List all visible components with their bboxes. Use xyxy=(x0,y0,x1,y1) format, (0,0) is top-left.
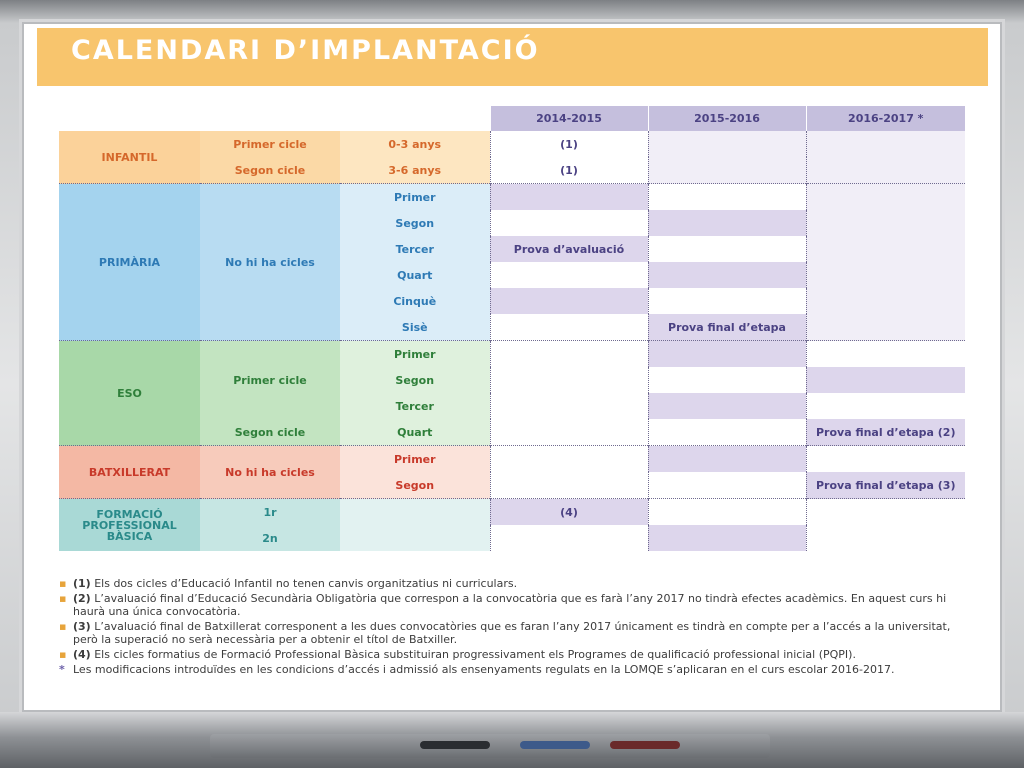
bullet-marker: ▪ xyxy=(59,620,67,633)
year-cell xyxy=(648,131,806,184)
footnotes xyxy=(59,577,967,678)
year-cell: Prova final d’etapa (2) xyxy=(806,419,965,446)
marker-pen-black[interactable] xyxy=(420,741,490,749)
page-title: CALENDARI D’IMPLANTACIÓ xyxy=(71,35,540,66)
footnote-number: (3) xyxy=(73,620,91,633)
cycle-label: Segon cicle xyxy=(200,419,340,446)
course-label: Sisè xyxy=(340,314,490,341)
year-cell xyxy=(490,262,648,288)
year-cell xyxy=(806,131,965,184)
footnote xyxy=(59,663,967,676)
year-cell xyxy=(648,393,806,419)
year-header-2014: 2014-2015 xyxy=(490,106,648,131)
table-row xyxy=(59,184,965,211)
implementation-calendar-table xyxy=(59,106,965,551)
course-label: Primer xyxy=(340,341,490,368)
year-header-2015: 2015-2016 xyxy=(648,106,806,131)
year-cell xyxy=(490,288,648,314)
year-cell xyxy=(806,341,965,368)
footnote-text: L’avaluació final d’Educació Secundària Obligatòria que correspon a la convocatòria que es farà l’any 2017 no tindrà efectes acadèmics. En aquest curs hi haurà una única convocatòria. xyxy=(73,592,947,618)
year-cell xyxy=(490,525,648,551)
year-cell xyxy=(648,288,806,314)
year-cell xyxy=(806,393,965,419)
course-label: Segon xyxy=(340,367,490,393)
year-cell: Prova final d’etapa xyxy=(648,314,806,341)
empty-corner xyxy=(340,106,490,131)
course-label: Segon xyxy=(340,472,490,499)
year-cell: (4) xyxy=(490,499,648,526)
cycle-label: Segon cicle xyxy=(200,157,340,184)
year-cell xyxy=(806,367,965,393)
year-cell xyxy=(490,446,648,499)
stage-label: BATXILLERAT xyxy=(59,446,200,499)
marker-pen-blue[interactable] xyxy=(520,741,590,749)
year-cell xyxy=(806,184,965,341)
year-cell xyxy=(648,472,806,499)
year-cell xyxy=(648,367,806,393)
cycle-label: No hi ha cicles xyxy=(200,184,340,341)
footnote-number: (4) xyxy=(73,648,91,661)
bullet-marker: ▪ xyxy=(59,648,67,661)
cycle-label: 2n xyxy=(200,525,340,551)
table-row xyxy=(59,131,965,157)
table-row xyxy=(59,446,965,473)
year-cell xyxy=(490,210,648,236)
course-label: Tercer xyxy=(340,393,490,419)
footnote xyxy=(59,620,967,646)
year-cell xyxy=(648,446,806,473)
year-cell xyxy=(806,446,965,473)
bullet-marker: ▪ xyxy=(59,577,67,590)
year-cell: (1) xyxy=(490,157,648,184)
title-banner xyxy=(37,28,988,86)
course-label: Segon xyxy=(340,210,490,236)
footnote-number: (2) xyxy=(73,592,91,605)
year-cell xyxy=(648,262,806,288)
year-cell xyxy=(490,314,648,341)
year-cell xyxy=(648,525,806,551)
table-row xyxy=(59,499,965,526)
footnote-text: Les modificacions introduïdes en les condicions d’accés i admissió als ensenyaments regulats en la LOMQE s’aplicaran en el curs escolar 2016-2017. xyxy=(73,663,895,676)
stage-label: FORMACIÓ PROFESSIONAL BÀSICA xyxy=(59,499,200,552)
year-header-2016: 2016-2017 * xyxy=(806,106,965,131)
year-cell: Prova final d’etapa (3) xyxy=(806,472,965,499)
year-cell xyxy=(648,236,806,262)
bullet-marker: ▪ xyxy=(59,592,67,605)
year-cell xyxy=(648,341,806,368)
year-cell: (1) xyxy=(490,131,648,157)
course-label: Primer xyxy=(340,184,490,211)
footnote xyxy=(59,648,967,661)
footnote xyxy=(59,592,967,618)
marker-pen-red[interactable] xyxy=(610,741,680,749)
empty-corner xyxy=(59,106,200,131)
cycle-label: Primer cicle xyxy=(200,131,340,157)
year-cell xyxy=(648,184,806,211)
footnote-number: (1) xyxy=(73,577,91,590)
footnote-text: Els cicles formatius de Formació Professional Bàsica substituiran progressivament els Programes de qualificació professional inicial (PQPI). xyxy=(90,648,856,661)
course-label: Quart xyxy=(340,262,490,288)
stage-label: PRIMÀRIA xyxy=(59,184,200,341)
footnote-text: L’avaluació final de Batxillerat corresponent a les dues convocatòries que es faran l’any 2017 únicament es tindrà en compte per a l’accés a la universitat, però la superació no serà necessària per a obtenir el títol de Batxiller. xyxy=(73,620,951,646)
cycle-label: Primer cicle xyxy=(200,341,340,420)
table-row xyxy=(59,341,965,368)
course-label: Cinquè xyxy=(340,288,490,314)
course-label: 0-3 anys xyxy=(340,131,490,157)
cycle-label: No hi ha cicles xyxy=(200,446,340,499)
year-cell xyxy=(806,499,965,552)
year-cell xyxy=(648,419,806,446)
course-label: Tercer xyxy=(340,236,490,262)
year-cell: Prova d’avaluació xyxy=(490,236,648,262)
course-label: 3-6 anys xyxy=(340,157,490,184)
footnote xyxy=(59,577,967,590)
year-cell xyxy=(490,341,648,446)
cycle-label: 1r xyxy=(200,499,340,526)
stage-label: INFANTIL xyxy=(59,131,200,184)
year-header-row xyxy=(59,106,965,131)
empty-corner xyxy=(200,106,340,131)
stage-label: ESO xyxy=(59,341,200,446)
pen-tray xyxy=(210,734,770,758)
year-cell xyxy=(648,499,806,526)
course-label: Primer xyxy=(340,446,490,473)
course-label xyxy=(340,499,490,526)
year-cell xyxy=(490,184,648,211)
course-label: Quart xyxy=(340,419,490,446)
course-label xyxy=(340,525,490,551)
asterisk-marker: * xyxy=(59,663,65,676)
footnote-text: Els dos cicles d’Educació Infantil no tenen canvis organitzatius ni curriculars. xyxy=(90,577,518,590)
year-cell xyxy=(648,210,806,236)
